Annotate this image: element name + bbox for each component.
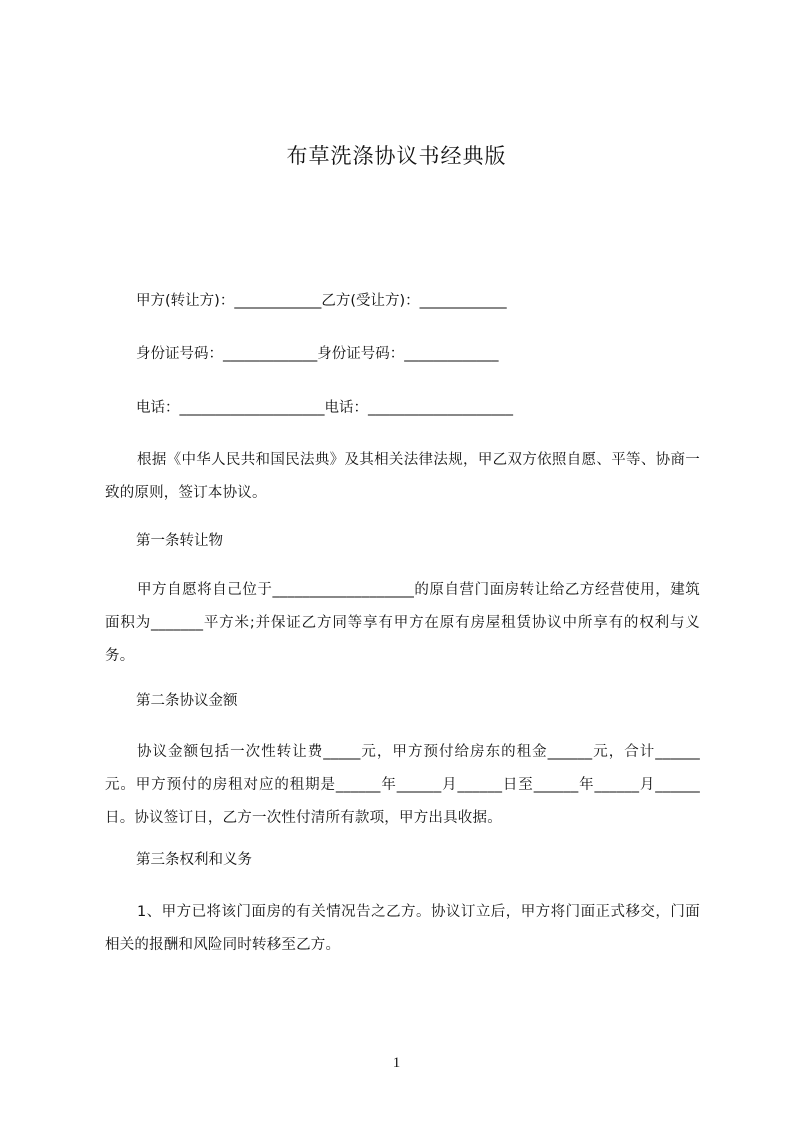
id-number-line: 身份证号码：_____________身份证号码：_____________ [136,346,499,362]
intro-paragraph-text: 根据《中华人民共和国民法典》及其相关法律法规，甲乙双方依照自愿、平等、协商一致的原则，签订本协议。 [105,452,700,501]
article-2-heading: 第二条协议金额 [136,693,238,709]
article-1-heading: 第一条转让物 [136,533,223,549]
article-2-paragraph [105,736,700,835]
article-3-heading: 第三条权利和义务 [136,852,252,868]
page-number: 1 [392,1055,401,1071]
party-line: 甲方(转让方)：____________乙方(受让方)：____________ [136,293,507,309]
intro-paragraph [105,444,700,510]
article-3-item-1-text: 1、甲方已将该门面房的有关情况告之乙方。协议订立后，甲方将门面正式移交，门面相关的报酬和风险同时转移至乙方。 [105,904,700,953]
document-title: 布草洗涤协议书经典版 [286,144,507,168]
article-2-paragraph-text: 协议金额包括一次性转让费_____元，甲方预付给房东的租金______元，合计______元。甲方预付的房租对应的租期是______年______月______日至______年______月______日。协议签订日，乙方一次性付清所有款项，甲方出具收据。 [105,744,700,826]
article-1-paragraph [105,574,700,673]
article-1-paragraph-text: 甲方自愿将自己位于___________________的原自营门面房转让给乙方经营使用，建筑面积为_______平方米;并保证乙方同等享有甲方在原有房屋租赁协议中所享有的权利与义务。 [105,582,700,664]
phone-line: 电话：____________________电话：____________________ [136,400,513,416]
article-3-item-1 [105,896,700,962]
